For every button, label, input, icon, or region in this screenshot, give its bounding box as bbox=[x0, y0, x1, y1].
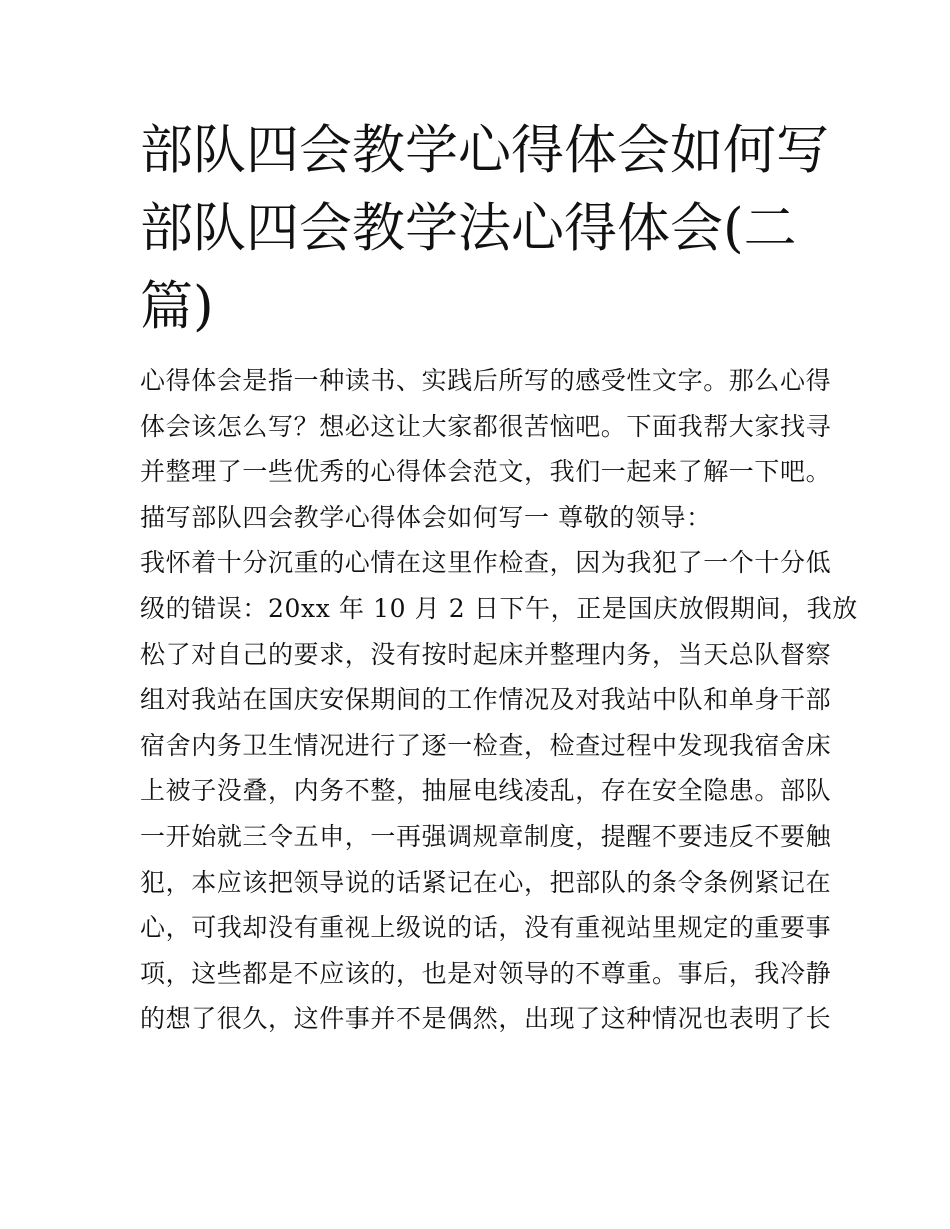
body-line: 项，这些都是不应该的，也是对领导的不尊重。事后，我冷静 bbox=[140, 958, 832, 988]
body-line: 组对我站在国庆安保期间的工作情况及对我站中队和单身干部 bbox=[140, 685, 832, 715]
body-line: 级的错误：20xx 年 10 月 2 日下午，正是国庆放假期间，我放 bbox=[140, 593, 858, 623]
title-line: 部队四会教学心得体会如何写 bbox=[140, 120, 829, 181]
document-title bbox=[140, 112, 829, 346]
title-line: 篇) bbox=[140, 276, 214, 337]
body-line: 描写部队四会教学心得体会如何写一 尊敬的领导： bbox=[140, 502, 712, 532]
document-body bbox=[140, 358, 858, 1042]
body-line: 心得体会是指一种读书、实践后所写的感受性文字。那么心得 bbox=[140, 366, 832, 395]
body-line: 上被子没叠，内务不整，抽屉电线凌乱，存在安全隐患。部队 bbox=[140, 776, 832, 806]
body-line: 心，可我却没有重视上级说的话，没有重视站里规定的重要事 bbox=[140, 913, 832, 943]
body-line: 一开始就三令五申，一再强调规章制度，提醒不要违反不要触 bbox=[140, 821, 832, 851]
body-line: 犯，本应该把领导说的话紧记在心，把部队的条令条例紧记在 bbox=[140, 867, 832, 897]
title-line: 部队四会教学法心得体会(二 bbox=[140, 198, 797, 259]
body-line: 宿舍内务卫生情况进行了逐一检查，检查过程中发现我宿舍床 bbox=[140, 730, 832, 760]
body-line: 并整理了一些优秀的心得体会范文，我们一起来了解一下吧。 bbox=[140, 457, 832, 487]
body-line: 的想了很久，这件事并不是偶然，出现了这种情况也表明了长 bbox=[140, 1004, 832, 1034]
body-line: 我怀着十分沉重的心情在这里作检查，因为我犯了一个十分低 bbox=[140, 548, 832, 578]
body-line: 松了对自己的要求，没有按时起床并整理内务，当天总队督察 bbox=[140, 639, 832, 669]
body-line: 体会该怎么写？想必这让大家都很苦恼吧。下面我帮大家找寻 bbox=[140, 411, 832, 441]
